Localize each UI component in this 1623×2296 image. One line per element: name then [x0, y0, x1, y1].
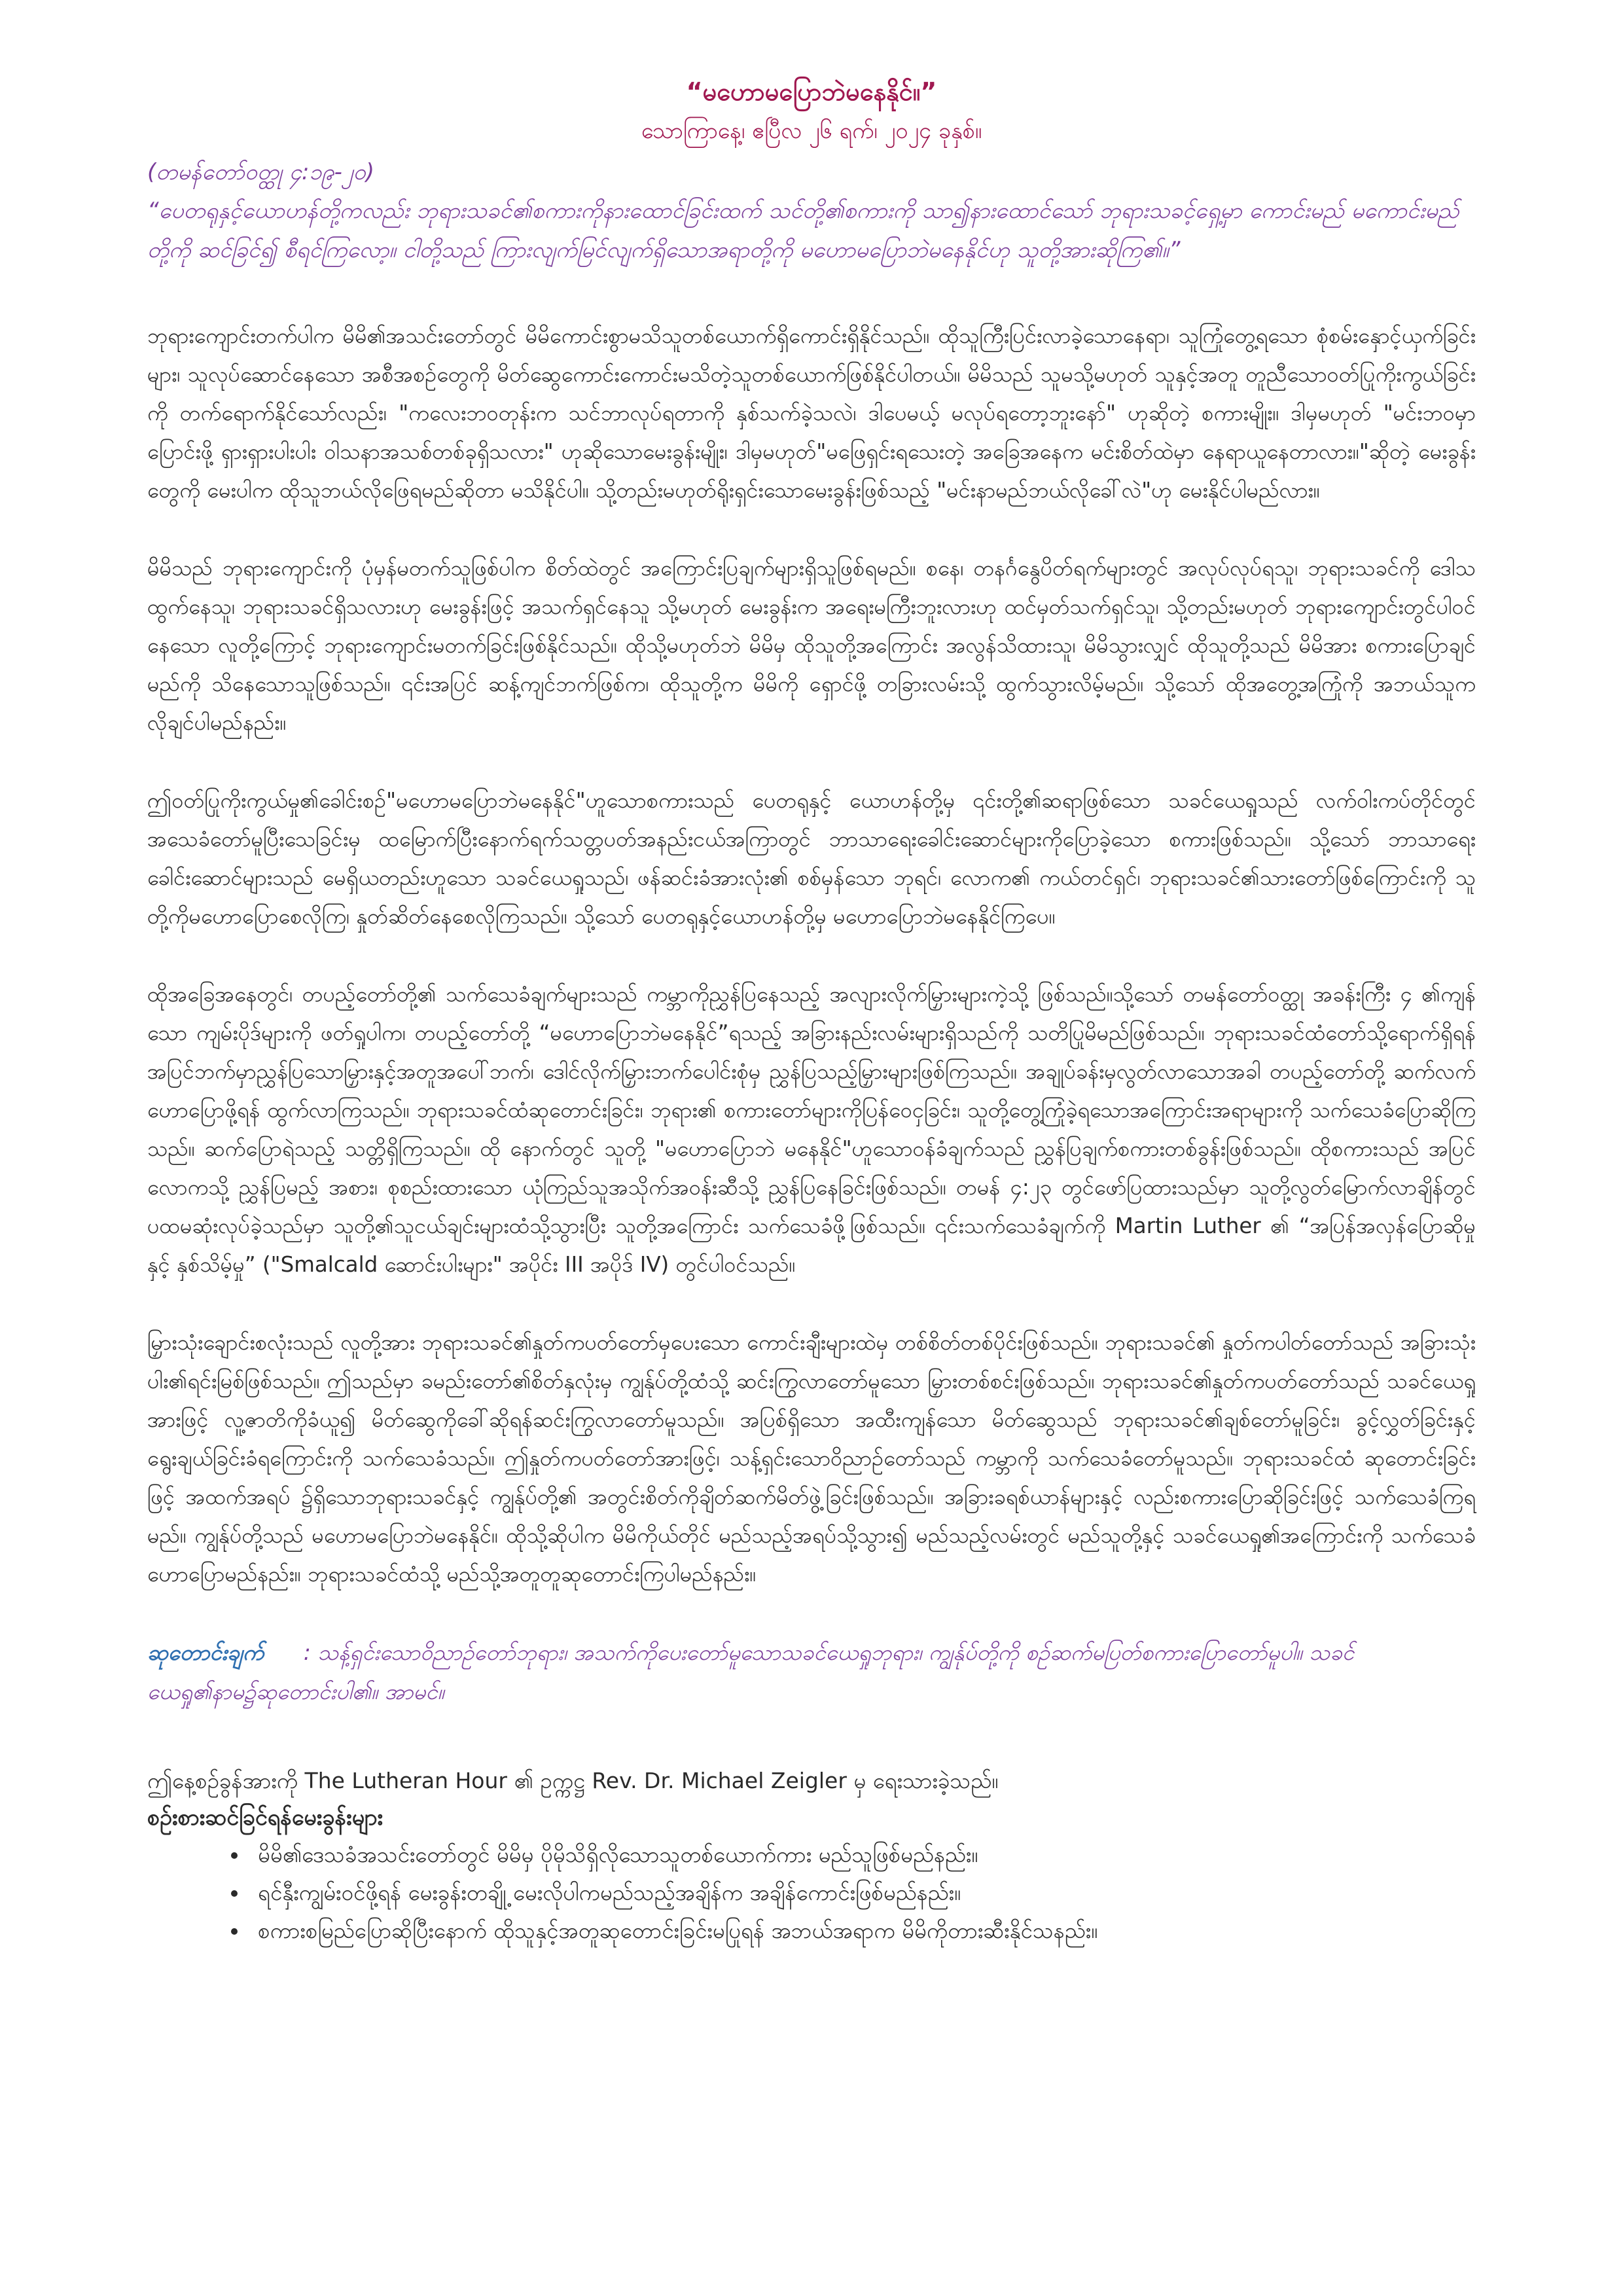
prayer-block	[147, 1633, 1476, 1712]
author-credit: ဤနေ့စဉ်ခွန်အားကို The Lutheran Hour ၏ ဥက္ကဋ္ဌ Rev. Dr. Michael Zeigler မှ ရေးသားခဲ့သည်။	[147, 1768, 999, 1793]
body-paragraph-5: မြှားသုံးချောင်းစလုံးသည် လူတို့အား ဘုရားသခင်၏နှုတ်ကပတ်တော်မှပေးသော ကောင်းချီးများထဲမှ တစ်စိတ်တစ်ပိုင်းဖြစ်သည်။ ဘုရားသခင်၏ နှုတ်ကပါတ်တော်သည် အခြားသုံးပါး၏ရင်းမြစ်ဖြစ်သည်။ ဤသည်မှာ ခမည်းတော်၏စိတ်နှလုံးမှ ကျွန်ုပ်တို့ထံသို့ ဆင်းကြွလာတော်မူသော မြှားတစ်စင်းဖြစ်သည်။ ဘုရားသခင်၏နှုတ်ကပတ်တော်သည် သခင်ယေရှုအားဖြင့် လူ့ဇာတိကိုခံယူ၍ မိတ်ဆွေကိုခေါ်ဆိုရန်ဆင်းကြွလာတော်မူသည်။ အပြစ်ရှိသော အထီးကျန်သော မိတ်ဆွေသည် ဘုရားသခင်၏ချစ်တော်မူခြင်း၊ ခွင့်လွှတ်ခြင်းနှင့် ရွေးချယ်ခြင်းခံရကြောင်းကို သက်သေခံသည်။ ဤနှုတ်ကပတ်တော်အားဖြင့်၊ သန့်ရှင်းသောဝိညာဉ်တော်သည် ကမ္ဘာကို သက်သေခံတော်မူသည်။ ဘုရားသခင်ထံ ဆုတောင်းခြင်းဖြင့် အထက်အရပ် ၌ရှိသောဘုရားသခင်နှင့် ကျွန်ုပ်တို့၏ အတွင်းစိတ်ကိုချိတ်ဆက်မိတ်ဖွဲ့ခြင်းဖြစ်သည်။ အခြားခရစ်ယာန်များနှင့် လည်းစကားပြောဆိုခြင်းဖြင့် သက်သေခံကြရမည်။ ကျွန်ုပ်တို့သည် မဟောမပြောဘဲမနေနိုင်။ ထိုသို့ဆိုပါက မိမိကိုယ်တိုင် မည်သည့်အရပ်သို့သွား၍ မည်သည့်လမ်းတွင် မည်သူတို့နှင့် သခင်ယေရှု၏အကြောင်းကို သက်သေခံဟောပြောမည်နည်း။ ဘုရားသခင်ထံသို့ မည်သို့အတူတူဆုတောင်းကြပါမည်နည်း။	[147, 1330, 1476, 1587]
body-paragraph-4: ထိုအခြေအနေတွင်၊ တပည့်တော်တို့၏ သက်သေခံချက်များသည် ကမ္ဘာကိုညွှန်ပြနေသည့် အလျားလိုက်မြှားများကဲ့သို့ ဖြစ်သည်။သို့သော် တမန်တော်ဝတ္ထု အခန်းကြီး ၄ ၏ကျန်သော ကျမ်းပိုဒ်များကို ဖတ်ရှုပါက၊ တပည့်တော်တို့ “မဟောပြောဘဲမနေနိုင်”ရသည့် အခြားနည်းလမ်းများရှိသည်ကို သတိပြုမိမည်ဖြစ်သည်။ ဘုရားသခင်ထံတော်သို့ရောက်ရှိရန် အပြင်ဘက်မှာညွှန်ပြသောမြှားနှင့်အတူအပေါ်ဘက်၊ ဒေါင်လိုက်မြှားဘက်ပေါင်းစုံမှ ညွှန်ပြသည့်မြှားများဖြစ်ကြသည်။ အချုပ်ခန်းမှလွတ်လာသောအခါ တပည့်တော်တို့ ဆက်လက်ဟောပြောဖို့ရန် ထွက်လာကြသည်။ ဘုရားသခင်ထံဆုတောင်းခြင်း၊ ဘုရား၏ စကားတော်များကိုပြန်ဝေငှခြင်း၊ သူတို့တွေ့ကြုံခဲ့ရသောအကြောင်းအရာများကို သက်သေခံပြောဆိုကြသည်။ ဆက်ပြောရဲသည့် သတ္တိရှိကြသည်။ ထို နောက်တွင် သူတို့ "မဟောပြောဘဲ မနေနိုင်"ဟူသောဝန်ခံချက်သည် ညွှန်ပြချက်စကားတစ်ခွန်းဖြစ်သည်။ ထိုစကားသည် အပြင်လောကသို့ ညွှန်ပြမည့် အစား၊ စုစည်းထားသော ယုံကြည်သူအသိုက်အဝန်းဆီသို့ ညွှန်ပြနေခြင်းဖြစ်သည်။ တမန် ၄:၂၃ တွင်ဖော်ပြထားသည်မှာ သူတို့လွတ်မြောက်လာချိန်တွင် ပထမဆုံးလုပ်ခဲ့သည်မှာ သူတို့၏သူငယ်ချင်းများထံသို့သွားပြီး သူတို့အကြောင်း သက်သေခံဖို့ဖြစ်သည်။ ၎င်းသက်သေခံချက်ကို Martin Luther ၏ “အပြန်အလှန်ပြောဆိုမှုနှင့် နှစ်သိမ့်မှု” ("Smalcald ဆောင်းပါးများ" အပိုင်း III အပိုဒ် IV) တွင်ပါဝင်သည်။	[147, 982, 1476, 1277]
questions-heading: စဉ်းစားဆင်ခြင်ရန်မေးခွန်းများ	[147, 1804, 383, 1831]
body-paragraph-1: ဘုရားကျောင်းတက်ပါက မိမိ၏အသင်းတော်တွင် မိမိကောင်းစွာမသိသူတစ်ယောက်ရှိကောင်းရှိနိုင်သည်။ ထိုသူကြီးပြင်းလာခဲ့သောနေရာ၊ သူကြုံတွေ့ရသော စုံစမ်းနှောင့်ယှက်ခြင်းများ၊ သူလုပ်ဆောင်နေသော အစီအစဉ်တွေကို မိတ်ဆွေကောင်းကောင်းမသိတဲ့သူတစ်ယောက်ဖြစ်နိုင်ပါတယ်။ မိမိသည် သူမသို့မဟုတ် သူနှင့်အတူ တူညီသောဝတ်ပြုကိုးကွယ်ခြင်းကို တက်ရောက်နိုင်သော်လည်း၊ "ကလေးဘဝတုန်းက သင်ဘာလုပ်ရတာကို နှစ်သက်ခဲ့သလဲ၊ ဒါပေမယ့် မလုပ်ရတော့ဘူးနော်" ဟုဆိုတဲ့ စကားမျိုး။ ဒါမှမဟုတ် "မင်းဘဝမှာပြောင်းဖို့ ရှားရှားပါးပါး ဝါသနာအသစ်တစ်ခုရှိသလား" ဟုဆိုသောမေးခွန်းမျိုး၊ ဒါမှမဟုတ်"မဖြေရှင်းရသေးတဲ့ အခြေအနေက မင်းစိတ်ထဲမှာ နေရာယူနေတာလား။"ဆိုတဲ့ မေးခွန်းတွေကို မေးပါက ထိုသူဘယ်လိုဖြေရမည်ဆိုတာ မသိနိုင်ပါ။ သို့တည်းမဟုတ်ရိုးရှင်းသောမေးခွန်းဖြစ်သည့် "မင်းနာမည်ဘယ်လိုခေါ်လဲ"ဟု မေးနိုင်ပါမည်လား။	[147, 323, 1476, 503]
prayer-text: သန့်ရှင်းသောဝိညာဉ်တော်ဘုရား၊ အသက်ကိုပေးတော်မူသောသခင်ယေရှုဘုရား၊ ကျွန်ုပ်တို့ကို စဉ်ဆက်မပြတ်စကားပြောတော်မူပါ။ သခင်ယေရှု၏နာမ၌ဆုတောင်းပါ၏။ အာမင်။	[147, 1640, 1355, 1704]
body-paragraph-3: ဤဝတ်ပြုကိုးကွယ်မှု၏ခေါင်းစဉ်"မဟောမပြောဘဲမနေနိုင်"ဟူသောစကားသည် ပေတရုနှင့် ယောဟန်တို့မှ ၎င်းတို့၏ဆရာဖြစ်သော သခင်ယေရှုသည် လက်ဝါးကပ်တိုင်တွင်အသေခံတော်မူပြီးသေခြင်းမှ ထမြောက်ပြီးနောက်ရက်သတ္တပတ်အနည်းငယ်အကြာတွင် ဘာသာရေးခေါင်းဆောင်များကိုပြောခဲ့သော စကားဖြစ်သည်။ သို့သော် ဘာသာရေးခေါင်းဆောင်များသည် မေရှိယတည်းဟူသော သခင်ယေရှုသည်၊ ဖန်ဆင်းခံအားလုံး၏ စစ်မှန်သော ဘုရင်၊ လောက၏ ကယ်တင်ရှင်၊ ဘုရားသခင်၏သားတော်ဖြစ်ကြောင်းကို သူတို့ကိုမဟောပြောစေလိုကြ၊ နှုတ်ဆိတ်နေစေလိုကြသည်။ သို့သော် ပေတရုနှင့်ယောဟန်တို့မှ မဟောပြောဘဲမနေနိုင်ကြပေ။	[147, 788, 1476, 929]
question-item: • စကားစမြည်ပြောဆိုပြီးနောက် ထိုသူနှင့်အတူဆုတောင်းခြင်းမပြုရန် အဘယ်အရာက မိမိကိုတားဆီးနိုင်သနည်း။	[249, 1912, 1476, 1950]
question-item: • ရင်နှီးကျွမ်းဝင်ဖို့ရန် မေးခွန်းတချို့ မေးလိုပါကမည်သည့်အချိန်က အချိန်ကောင်းဖြစ်မည်နည်း။	[249, 1874, 1476, 1912]
scripture-quote: “ပေတရုနှင့်ယောဟန်တို့ကလည်း ဘုရားသခင်၏စကားကိုနားထောင်ခြင်းထက် သင်တို့၏စကားကို သာ၍နားထောင်သော် ဘုရားသခင့်ရှေ့မှာ ကောင်းမည် မကောင်းမည်တို့ကို ဆင်ခြင်၍ စီရင်ကြလော့။ ငါတို့သည် ကြားလျက်မြင်လျက်ရှိသောအရာတို့ကို မဟောမပြောဘဲမနေနိုင်ဟု သူတို့အားဆိုကြ၏။”	[147, 198, 1459, 263]
body-paragraph-2: မိမိသည် ဘုရားကျောင်းကို ပုံမှန်မတက်သူဖြစ်ပါက စိတ်ထဲတွင် အကြောင်းပြချက်များရှိသူဖြစ်ရမည်။ စနေ၊ တနင်္ဂနွေပိတ်ရက်များတွင် အလုပ်လုပ်ရသူ၊ ဘုရားသခင်ကို ဒေါသထွက်နေသူ၊ ဘုရားသခင်ရှိသလားဟု မေးခွန်းဖြင့် အသက်ရှင်နေသူ သို့မဟုတ် မေးခွန်းက အရေးမကြီးဘူးလားဟု ထင်မှတ်သက်ရှင်သူ၊ သို့တည်းမဟုတ် ဘုရားကျောင်းတွင်ပါဝင်နေသော လူတို့ကြောင့် ဘုရားကျောင်းမတက်ခြင်းဖြစ်နိုင်သည်။ ထိုသို့မဟုတ်ဘဲ မိမိမှ ထိုသူတို့အကြောင်း အလွန်သိထားသူ၊ မိမိသွားလျှင် ထိုသူတို့သည် မိမိအား စကားပြောချင်မည်ကို သိနေသောသူဖြစ်သည်။ ၎င်းအပြင် ဆန့်ကျင်ဘက်ဖြစ်က၊ ထိုသူတို့က မိမိကို ရှောင်ဖို့ တခြားလမ်းသို့ ထွက်သွားလိမ့်မည်။ သို့သော် ထိုအတွေ့အကြုံကို အဘယ်သူက လိုချင်ပါမည်နည်း။	[147, 556, 1476, 735]
date-line: သောကြာနေ့၊ ဧပြီလ ၂၆ ရက်၊ ၂၀၂၄ ခုနှစ်။	[641, 118, 982, 144]
prayer-separator: :	[303, 1640, 311, 1665]
questions-list	[147, 1836, 1476, 1950]
scripture-reference: (တမန်တော်ဝတ္ထု ၄:၁၉-၂၀)	[147, 159, 375, 185]
page-title: “မဟောမပြောဘဲမနေနိုင်။”	[686, 77, 937, 106]
question-item: • မိမိ၏ဒေသခံအသင်းတော်တွင် မိမိမှ ပိုမိုသိရှိလိုသောသူတစ်ယောက်ကား မည်သူဖြစ်မည်နည်း။	[249, 1836, 1476, 1874]
prayer-label: ဆုတောင်းချက်	[147, 1640, 264, 1665]
